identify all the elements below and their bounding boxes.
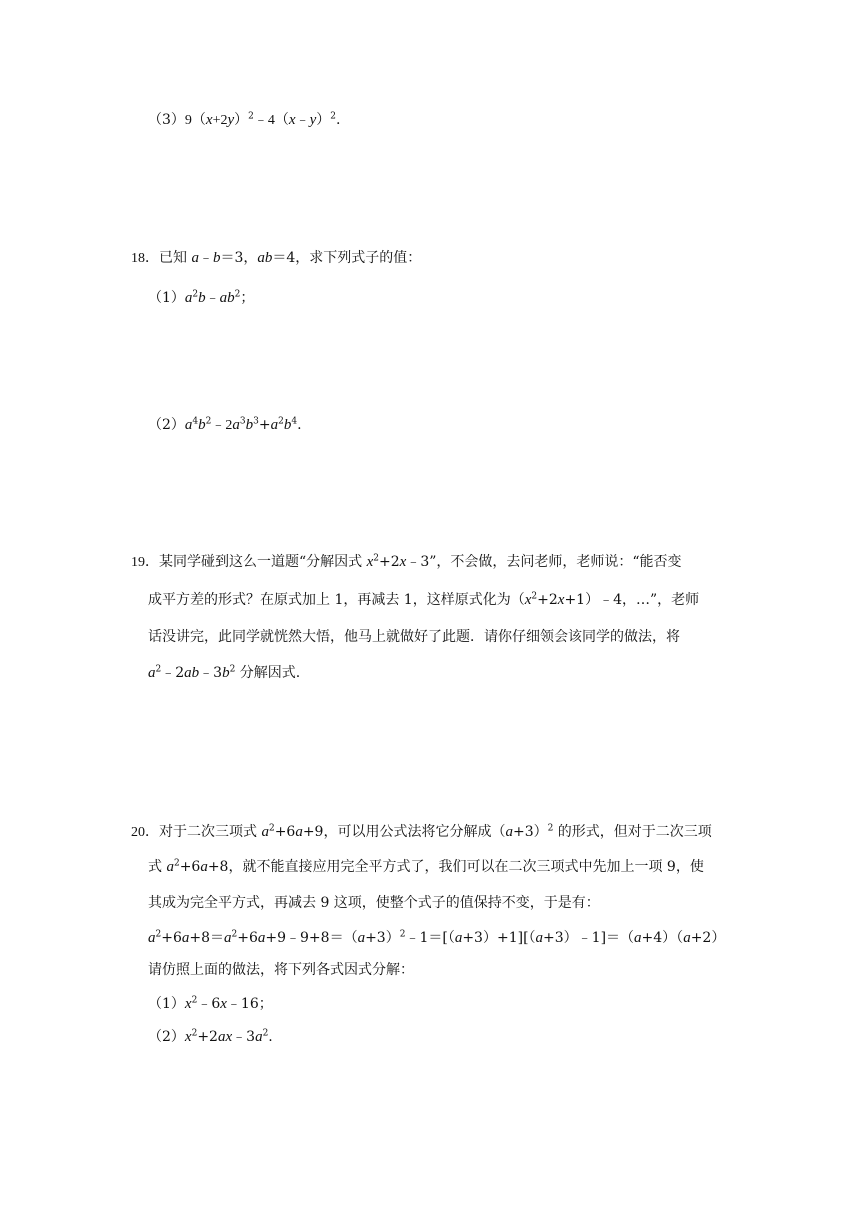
q20-line5: 请仿照上面的做法，将下列各式因式分解：	[148, 962, 414, 978]
q20-line1: 20．对于二次三项式 $a^2+6a+9$，可以用公式法将它分解成$(a+3)^2$ 的形式，但对于二次三项	[131, 823, 712, 840]
q19-line2: 成平方差的形式？在原式加上 1，再减去 1，这样原式化为$(x^2+2x+1)﹣4$，…”，老师	[148, 591, 700, 608]
q18-part2: $(2)a^4b^2﹣2a^3b^3+a^2b^4$.	[148, 416, 302, 433]
q20-line4-equation: $a^2+6a+8=a^2+6a+9﹣9+8=(a+3)^2﹣1=[(a+3)+1][(a+3)﹣1]=(a+4)(a+2)$	[148, 929, 726, 946]
q18-stem: 18．已知 a﹣b＝3，ab＝4，求下列式子的值：	[131, 250, 422, 266]
q17-part3: $(3)9(x+2y)^2﹣4(x﹣y)^2$.	[148, 111, 341, 128]
q18-part1: $(1)a^2b﹣ab^2$；	[148, 289, 255, 306]
q20-part2: $(2)x^2+2ax﹣3a^2$.	[148, 1028, 273, 1045]
q20-line3: 其成为完全平方式，再减去 9 这项，使整个式子的值保持不变，于是有：	[148, 895, 600, 911]
question-number: 18．	[131, 251, 159, 266]
question-number: 20．	[131, 825, 159, 840]
q20-part1: $(1)x^2﹣6x﹣16$；	[148, 995, 273, 1012]
question-number: 19．	[131, 555, 159, 570]
q19-line4: $a^2﹣2ab﹣3b^2$ 分解因式.	[148, 664, 301, 681]
q20-line2: 式 $a^2+6a+8$，就不能直接应用完全平方式了，我们可以在二次三项式中先加上一项 9，使	[148, 858, 704, 875]
q19-line1: 19．某同学碰到这么一道题“分解因式 $x^2+2x﹣3$”，不会做，去问老师，老师说：“能否变	[131, 553, 682, 570]
q19-line3: 话没讲完，此同学就恍然大悟，他马上就做好了此题．请你仔细领会该同学的做法，将	[148, 629, 680, 645]
